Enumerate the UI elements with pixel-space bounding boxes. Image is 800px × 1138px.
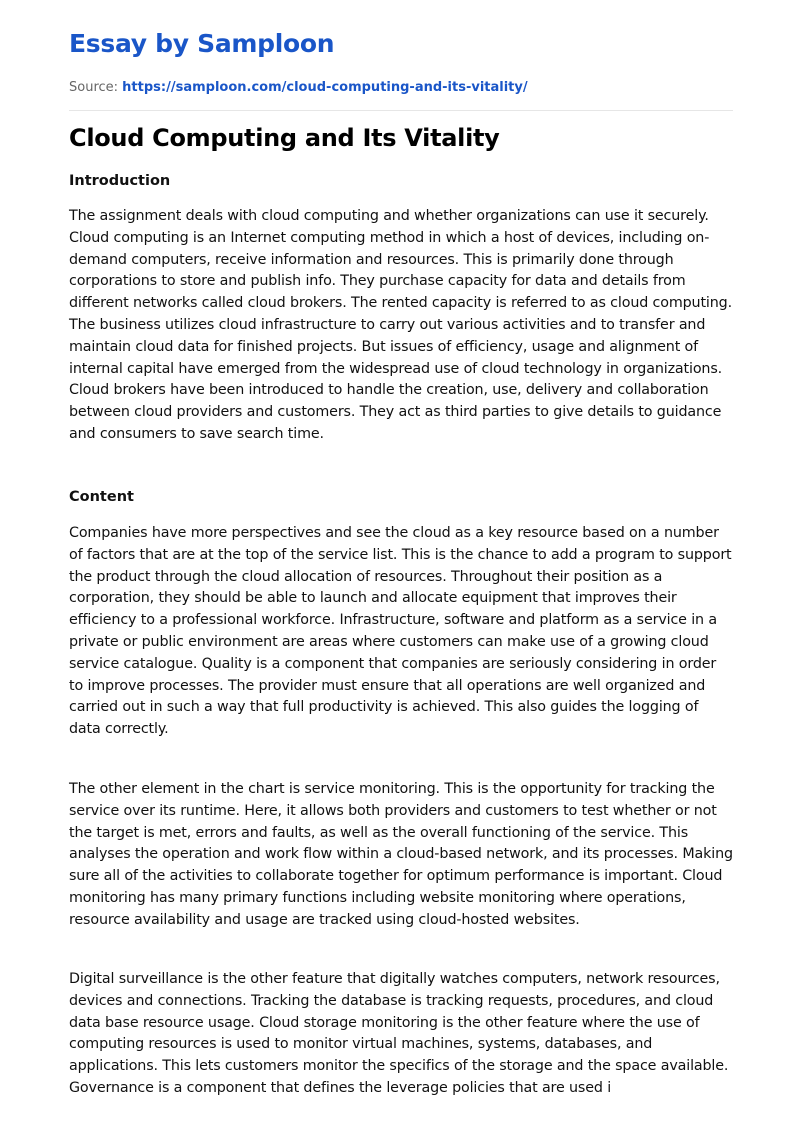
paragraph-content-3: Digital surveillance is the other feature that digitally watches computers, network resources, devices and connections. Tracking the database is tracking requests, procedures, and cloud data base resource usage. Cloud storage monitoring is the other feature where the use of computing resources is used to monitor virtual machines, systems, databases, and applications. This lets customers monitor the specifics of the storage and the space available. Governance is a component that defines the leverage policies that are used i — [69, 971, 729, 1096]
paragraph-content-2: The other element in the chart is service monitoring. This is the opportunity for tracking the service over its runtime. Here, it allows both providers and customers to test whether or not the target is met, errors and faults, as well as the overall functioning of the service. This analyses the operation and work flow within a cloud-based network, and its processes. Making sure all of the activities to collaborate together for optimum performance is important. Cloud monitoring has many primary functions including website monitoring where operations, resource availability and usage are tracked using cloud-hosted websites. — [69, 781, 733, 928]
brand-title: Essay by Samploon — [69, 29, 335, 58]
source-label: Source: — [69, 80, 119, 95]
paragraph-content-1: Companies have more perspectives and see the cloud as a key resource based on a number of factors that are at the top of the service list. This is the chance to add a program to support the product through the cloud allocation of resources. Throughout their position as a corporation, they should be able to launch and allocate equipment that improves their efficiency to a professional workforce. Infrastructure, software and platform as a service in a private or public environment are areas where customers can make use of a growing cloud service catalogue. Quality is a component that companies are seriously considering in order to improve processes. The provider must ensure that all operations are well organized and carried out in such a way that full productivity is achieved. This also guides the logging of data correctly. — [69, 525, 732, 738]
section-heading-introduction: Introduction — [69, 173, 171, 189]
document-title: Cloud Computing and Its Vitality — [69, 124, 500, 152]
section-heading-content: Content — [69, 489, 134, 505]
header-divider — [69, 110, 733, 111]
source-link[interactable]: https://samploon.com/cloud-computing-and-its-vitality/ — [122, 80, 528, 95]
paragraph-introduction-1: The assignment deals with cloud computing and whether organizations can use it securely. Cloud computing is an Internet computing method in which a host of devices, including on-demand computers, receive information and resources. This is primarily done through corporations to store and publish info. They purchase capacity for data and details from different networks called cloud brokers. The rented capacity is referred to as cloud computing. The business utilizes cloud infrastructure to carry out various activities and to transfer and maintain cloud data for finished projects. But issues of efficiency, usage and alignment of internal capital have emerged from the widespread use of cloud technology in organizations. Cloud brokers have been introduced to handle the creation, use, delivery and collaboration between cloud providers and customers. They act as third parties to give details to guidance and consumers to save search time. — [69, 208, 732, 442]
source-line — [69, 79, 528, 97]
